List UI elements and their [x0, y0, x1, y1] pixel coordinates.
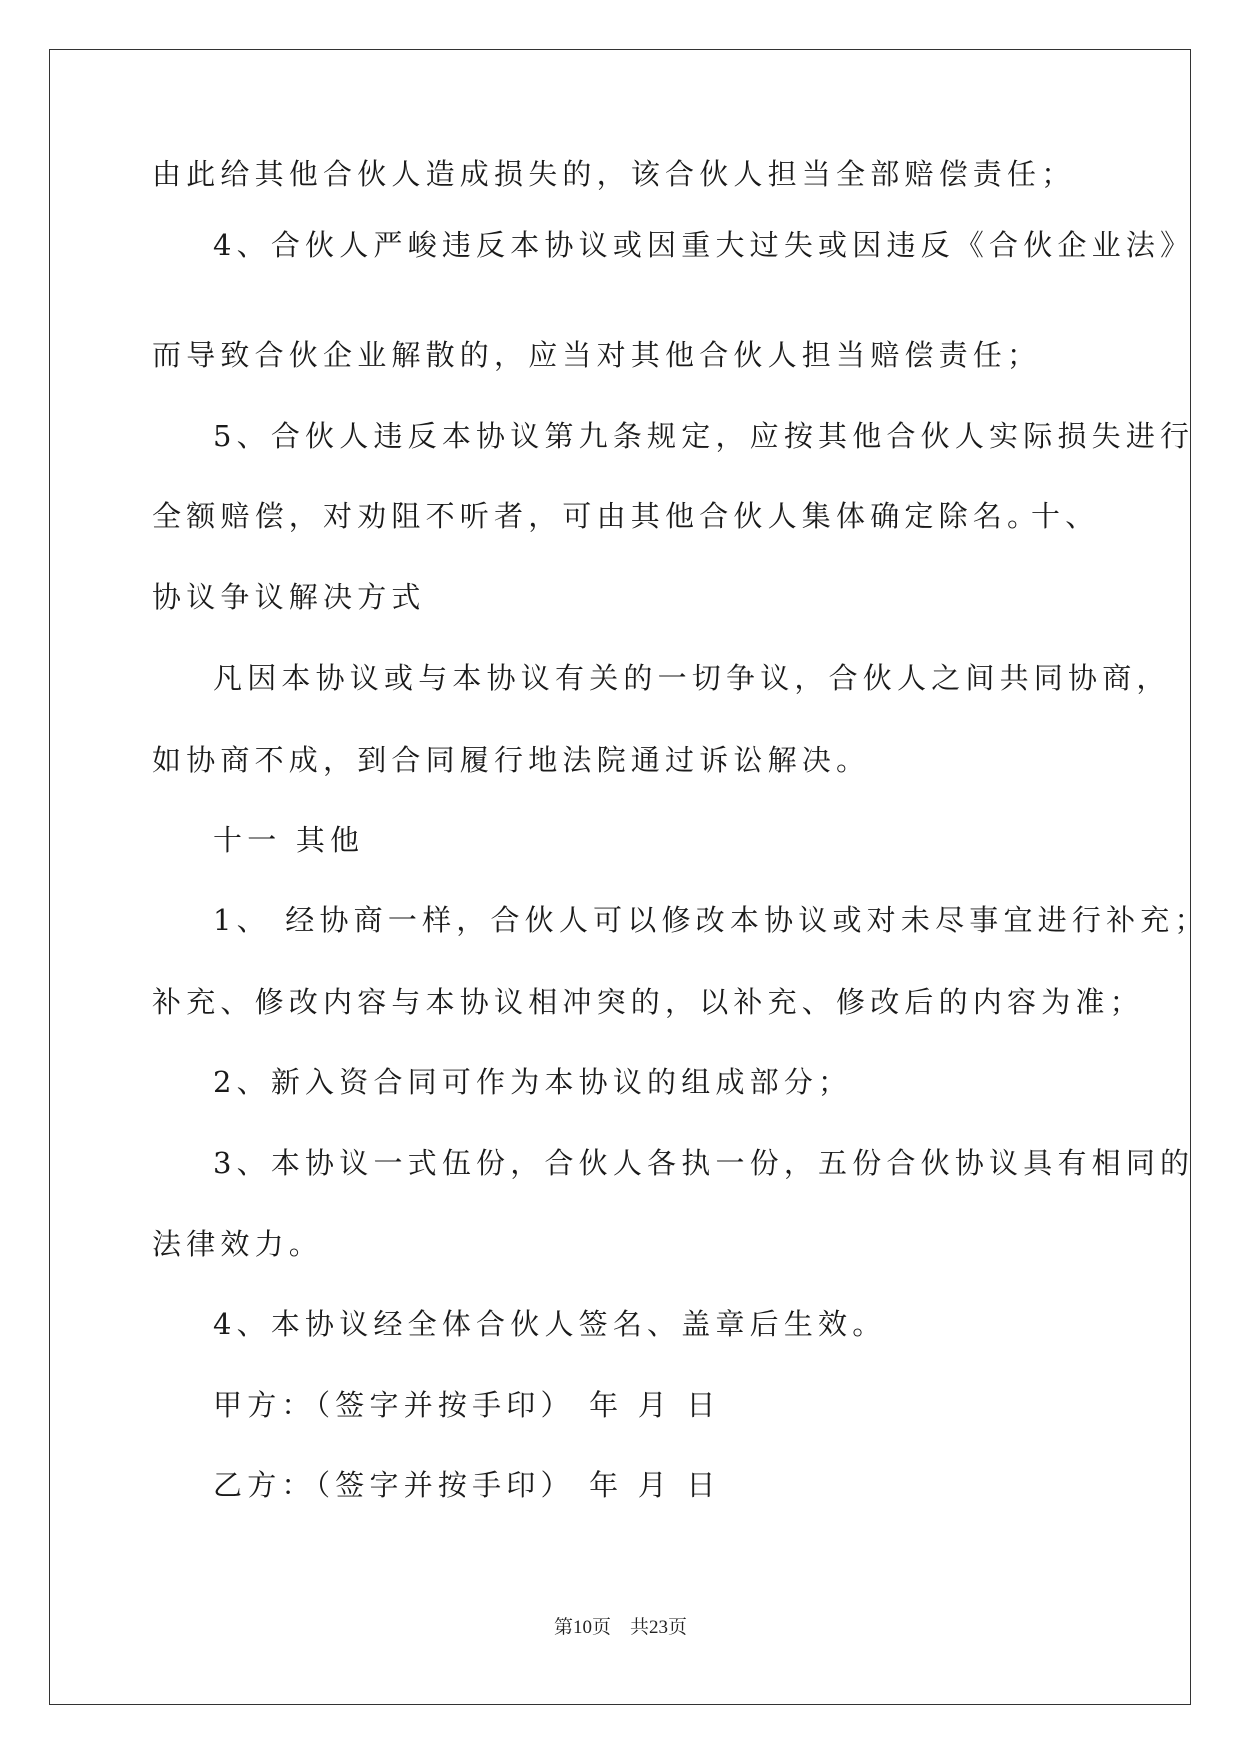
section-heading: 十一 其他 [213, 823, 365, 857]
paragraph-line: 如协商不成，到合同履行地法院通过诉讼解决。 [152, 743, 871, 777]
signature-line-party-a: 甲方：（签字并按手印） 年 月 日 [213, 1388, 721, 1422]
paragraph-line: 法律效力。 [152, 1227, 324, 1261]
paragraph-line: 4、本协议经全体合伙人签名、盖章后生效。 [213, 1307, 887, 1341]
section-heading: 协议争议解决方式 [152, 580, 426, 614]
section-number: 十、 [1031, 499, 1100, 533]
paragraph-line: 4、合伙人严峻违反本协议或因重大过失或因违反《合伙企业法》 [213, 228, 1195, 262]
page-number: 第10页 共23页 [553, 1617, 687, 1638]
paragraph-line: 由此给其他合伙人造成损失的，该合伙人担当全部赔偿责任； [152, 157, 1076, 191]
paragraph-line: 全额赔偿，对劝阻不听者，可由其他合伙人集体确定除名。 [152, 499, 1042, 533]
paragraph-line: 1、 经协商一样，合伙人可以修改本协议或对未尽事宜进行补充； [213, 903, 1209, 937]
signature-line-party-b: 乙方：（签字并按手印） 年 月 日 [213, 1468, 721, 1502]
paragraph-line: 而导致合伙企业解散的，应当对其他合伙人担当赔偿责任； [152, 338, 1042, 372]
paragraph-line: 2、新入资合同可作为本协议的组成部分； [213, 1065, 853, 1099]
page-border [49, 49, 1191, 1705]
paragraph-line: 补充、修改内容与本协议相冲突的，以补充、修改后的内容为准； [152, 985, 1144, 1019]
paragraph-line: 3、本协议一式伍份，合伙人各执一份，五份合伙协议具有相同的 [213, 1146, 1195, 1180]
paragraph-line: 5、合伙人违反本协议第九条规定，应按其他合伙人实际损失进行 [213, 419, 1195, 453]
paragraph-line: 凡因本协议或与本协议有关的一切争议，合伙人之间共同协商， [213, 661, 1171, 695]
